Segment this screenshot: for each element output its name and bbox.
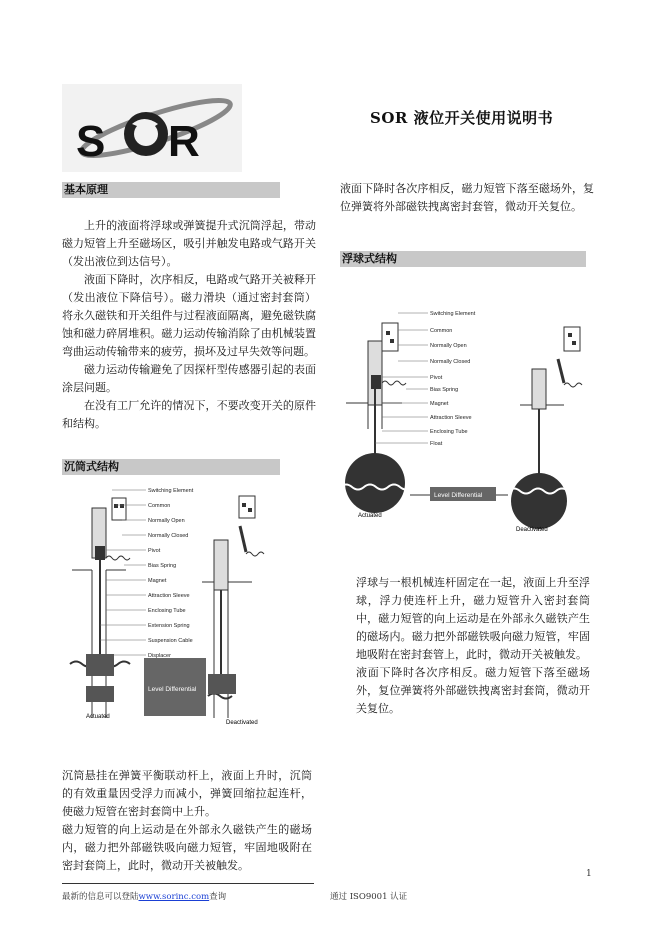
section-heading-basic-principle: 基本原理 [62,182,280,198]
actuated-label: Actuated [86,714,110,720]
paragraph: 浮球与一根机械连杆固定在一起，液面上升至浮球，浮力使连杆上升，磁力短管升入密封套筒中，磁力短管的向上运动是在外部永久磁铁产生的磁场内。磁力把外部磁铁吸向磁力短管，牢固地吸附在密封套管上，此时，微动开关被触发。 [356,576,590,661]
paragraph: 上升的液面将浮球或弹簧提升式沉筒浮起，带动磁力短管上升至磁场区，吸引并触发电路或气路开关（发出液位到达信号）。 [62,219,316,268]
svg-text:R: R [168,117,200,166]
diagram-label: Common [148,503,171,509]
actuated-label: Actuated [358,513,382,519]
paragraph: 磁力运动传输避免了因探杆型传感器引起的表面涂层问题。 [62,363,316,394]
paragraph: 在没有工厂允许的情况下，不要改变开关的原件和结构。 [62,399,316,430]
footer-info [62,890,226,902]
level-differential-label: Level Differential [148,686,197,693]
paragraph: 液面下降时，次序相反，电路或气路开关被释开（发出液位下降信号）。磁力滑块（通过密封套筒）将永久磁铁和开关组件与过程液面隔离，避免磁铁腐蚀和磁力碎屑堆积。磁力运动传输消除了由机械装置弯曲运动传输带来的疲劳，损坏及过早失效等问题。 [62,273,316,358]
section-heading-displacer: 沉筒式结构 [62,459,280,475]
section-heading-float-ball: 浮球式结构 [340,251,586,267]
displacer-diagram [62,478,314,736]
diagram-label: Bias Spring [148,563,177,569]
diagram-label: Attraction Sleeve [430,415,472,421]
paragraph: 液面下降时各次序相反，磁力短管下落至磁场外，复位弹簧将外部磁铁拽离密封套管，微动开关复位。 [340,182,594,213]
diagram-label: Magnet [430,401,449,407]
diagram-label: Displacer [148,653,171,659]
diagram-label: Pivot [430,375,443,381]
diagram-label: Switching Element [430,311,476,317]
paragraph: 磁力短管的向上运动是在外部永久磁铁产生的磁场内，磁力把外部磁铁吸向磁力短管，牢固地吸附在密封套筒上，此时，微动开关被触发。 [62,823,312,872]
deactivated-label: Deactivated [226,720,258,726]
deactivated-label: Deactivated [516,527,548,533]
float-ball-text [356,574,590,718]
diagram-label: Switching Element [148,488,194,494]
diagram-label: Enclosing Tube [430,429,468,435]
diagram-label: Extension Spring [148,623,190,629]
diagram-label: Normally Closed [148,533,189,539]
diagram-label: Common [430,328,453,334]
paragraph: 沉筒悬挂在弹簧平衡联动杆上，液面上升时，沉筒的有效重量因受浮力而减小，弹簧回缩拉起连杆，使磁力短管在密封套筒中上升。 [62,769,312,818]
basic-principle-text [62,217,316,433]
footer-divider [62,883,314,884]
diagram-label: Enclosing Tube [148,608,186,614]
iso-certification: 通过 ISO9001 认证 [330,892,408,902]
diagram-label: Suspension Cable [148,638,193,644]
footer-prefix: 最新的信息可以登陆 [62,892,139,902]
website-link[interactable]: www.sorinc.com [138,892,210,902]
continuation-text [340,180,594,216]
displacer-text [62,767,312,875]
diagram-label: Attraction Sleeve [148,593,190,599]
level-differential-label: Level Differential [434,492,483,499]
company-logo [62,84,242,172]
diagram-label: Pivot [148,548,161,554]
diagram-label: Normally Closed [430,359,471,365]
diagram-label: Magnet [148,578,167,584]
diagram-label: Float [430,441,443,447]
diagram-label: Bias Spring [430,387,459,393]
float-diagram [340,305,596,535]
paragraph: 液面下降时各次序相反。磁力短管下落至磁场外，复位弹簧将外部磁铁拽离密封套筒，微动开关复位。 [356,666,590,715]
diagram-label: Normally Open [148,518,185,524]
footer-suffix: 查询 [209,892,227,902]
svg-text:S: S [76,117,106,166]
page-number: 1 [586,869,592,879]
diagram-label: Normally Open [430,343,467,349]
page-title: SOR 液位开关使用说明书 [370,109,554,127]
